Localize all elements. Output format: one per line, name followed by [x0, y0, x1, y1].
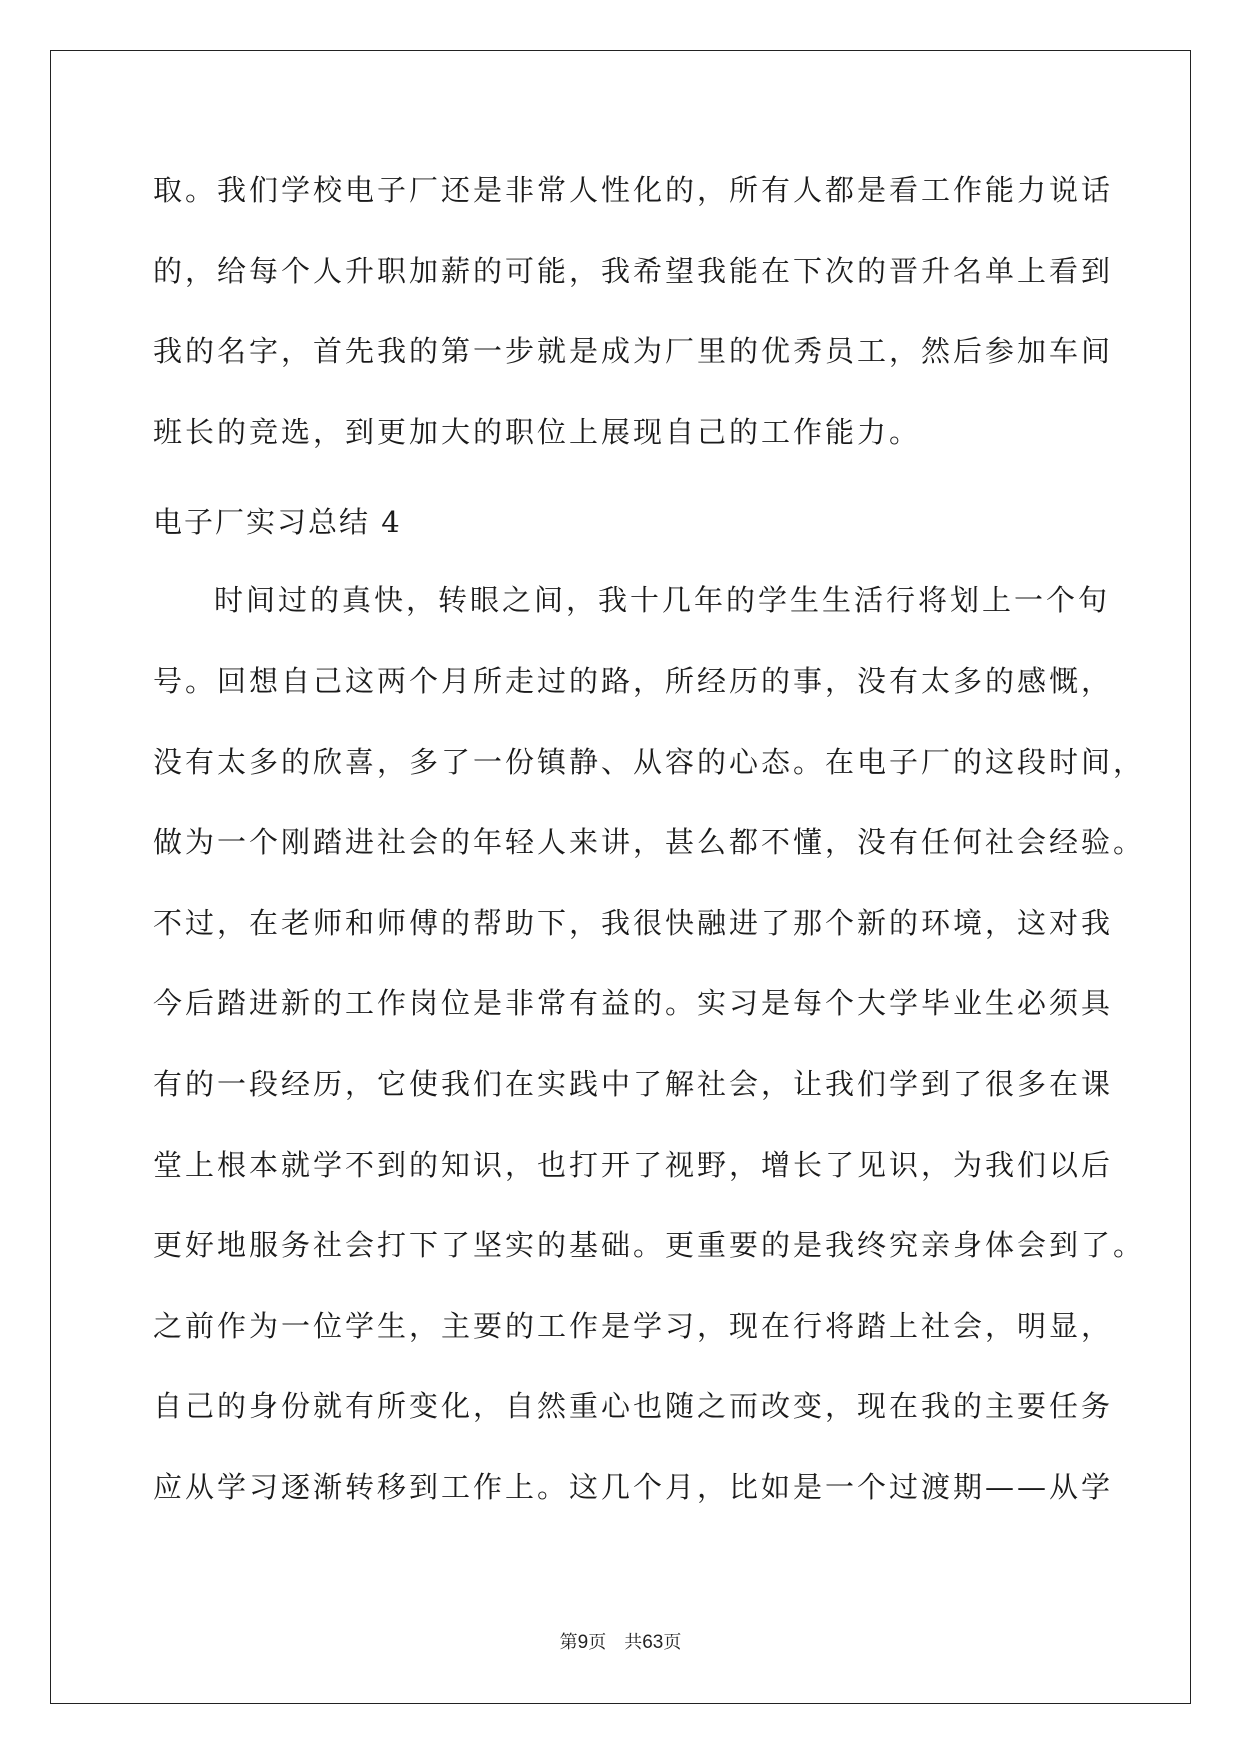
paragraph-line: 堂上根本就学不到的知识，也打开了视野，增长了见识，为我们以后 [153, 1148, 1114, 1182]
paragraph-line: 时间过的真快，转眼之间，我十几年的学生生活行将划上一个句 [214, 583, 1111, 617]
page-prefix: 第 [559, 1632, 578, 1653]
paragraph-line: 自己的身份就有所变化，自然重心也随之而改变，现在我的主要任务 [153, 1389, 1114, 1423]
paragraph-line: 号。回想自己这两个月所走过的路，所经历的事，没有太多的感慨， [153, 664, 1114, 698]
total-pages: 63 [642, 1632, 664, 1653]
paragraph-line: 今后踏进新的工作岗位是非常有益的。实习是每个大学毕业生必须具 [153, 986, 1114, 1020]
page-footer [0, 1631, 1241, 1655]
body-line: 班长的竞选，到更加大的职位上展现自己的工作能力。 [153, 415, 922, 449]
body-line: 取。我们学校电子厂还是非常人性化的，所有人都是看工作能力说话 [153, 173, 1114, 207]
paragraph-line: 有的一段经历，它使我们在实践中了解社会，让我们学到了很多在课 [153, 1067, 1114, 1101]
total-suffix: 页 [663, 1632, 682, 1653]
page-suffix: 页 [588, 1632, 607, 1653]
page-border [50, 50, 1191, 1704]
paragraph-line: 不过，在老师和师傅的帮助下，我很快融进了那个新的环境，这对我 [153, 906, 1114, 940]
section-title: 电子厂实习总结 4 [153, 505, 402, 539]
paragraph-line: 做为一个刚踏进社会的年轻人来讲，甚么都不懂，没有任何社会经验。 [153, 825, 1146, 859]
paragraph-line: 应从学习逐渐转移到工作上。这几个月，比如是一个过渡期——从学 [153, 1470, 1114, 1504]
total-prefix: 共 [624, 1632, 643, 1653]
paragraph-line: 没有太多的欣喜，多了一份镇静、从容的心态。在电子厂的这段时间， [153, 745, 1146, 779]
body-line: 我的名字，首先我的第一步就是成为厂里的优秀员工，然后参加车间 [153, 334, 1114, 368]
paragraph-line: 更好地服务社会打下了坚实的基础。更重要的是我终究亲身体会到了。 [153, 1228, 1146, 1262]
paragraph-line: 之前作为一位学生，主要的工作是学习，现在行将踏上社会，明显， [153, 1309, 1114, 1343]
body-line: 的，给每个人升职加薪的可能，我希望我能在下次的晋升名单上看到 [153, 254, 1114, 288]
page-number: 9 [577, 1632, 589, 1653]
